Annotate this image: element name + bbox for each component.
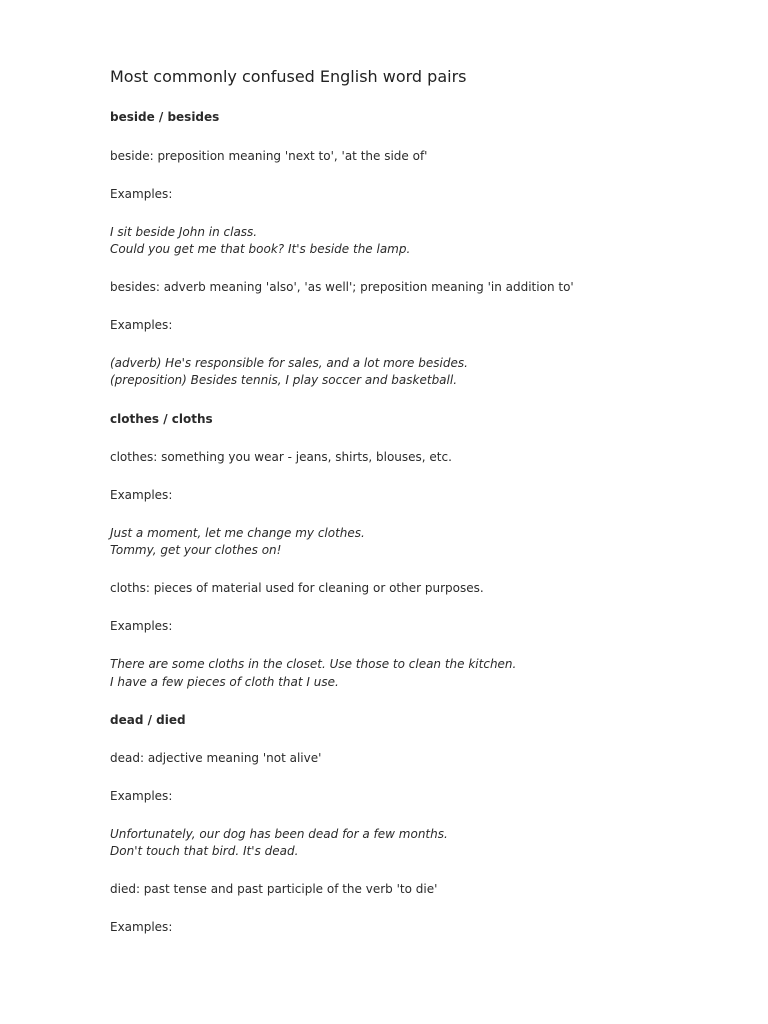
- example-sentence: I have a few pieces of cloth that I use.: [110, 675, 339, 689]
- example-sentence: Don't touch that bird. It's dead.: [110, 844, 299, 858]
- section-heading-beside-besides: beside / besides: [110, 110, 220, 124]
- definition-clothes: clothes: something you wear - jeans, shirts, blouses, etc.: [110, 450, 452, 464]
- section-heading-dead-died: dead / died: [110, 713, 186, 727]
- examples-label: Examples:: [110, 789, 173, 803]
- section-heading-clothes-cloths: clothes / cloths: [110, 412, 213, 426]
- definition-dead: dead: adjective meaning 'not alive': [110, 751, 322, 765]
- definition-besides: besides: adverb meaning 'also', 'as well'; preposition meaning 'in addition to': [110, 280, 574, 294]
- definition-died: died: past tense and past participle of the verb 'to die': [110, 882, 438, 896]
- example-sentence: Could you get me that book? It's beside the lamp.: [110, 242, 411, 256]
- examples-label: Examples:: [110, 318, 173, 332]
- example-sentence: Just a moment, let me change my clothes.: [110, 526, 365, 540]
- example-sentence: Unfortunately, our dog has been dead for a few months.: [110, 827, 448, 841]
- definition-beside: beside: preposition meaning 'next to', 'at the side of': [110, 149, 428, 163]
- examples-label: Examples:: [110, 187, 173, 201]
- examples-label: Examples:: [110, 488, 173, 502]
- example-sentence: There are some cloths in the closet. Use those to clean the kitchen.: [110, 657, 517, 671]
- examples-label: Examples:: [110, 920, 173, 934]
- page-title: Most commonly confused English word pairs: [110, 67, 467, 86]
- example-sentence: (adverb) He's responsible for sales, and a lot more besides.: [110, 356, 468, 370]
- example-sentence: Tommy, get your clothes on!: [110, 543, 282, 557]
- examples-label: Examples:: [110, 619, 173, 633]
- example-sentence: (preposition) Besides tennis, I play soccer and basketball.: [110, 373, 458, 387]
- example-sentence: I sit beside John in class.: [110, 225, 258, 239]
- definition-cloths: cloths: pieces of material used for cleaning or other purposes.: [110, 581, 484, 595]
